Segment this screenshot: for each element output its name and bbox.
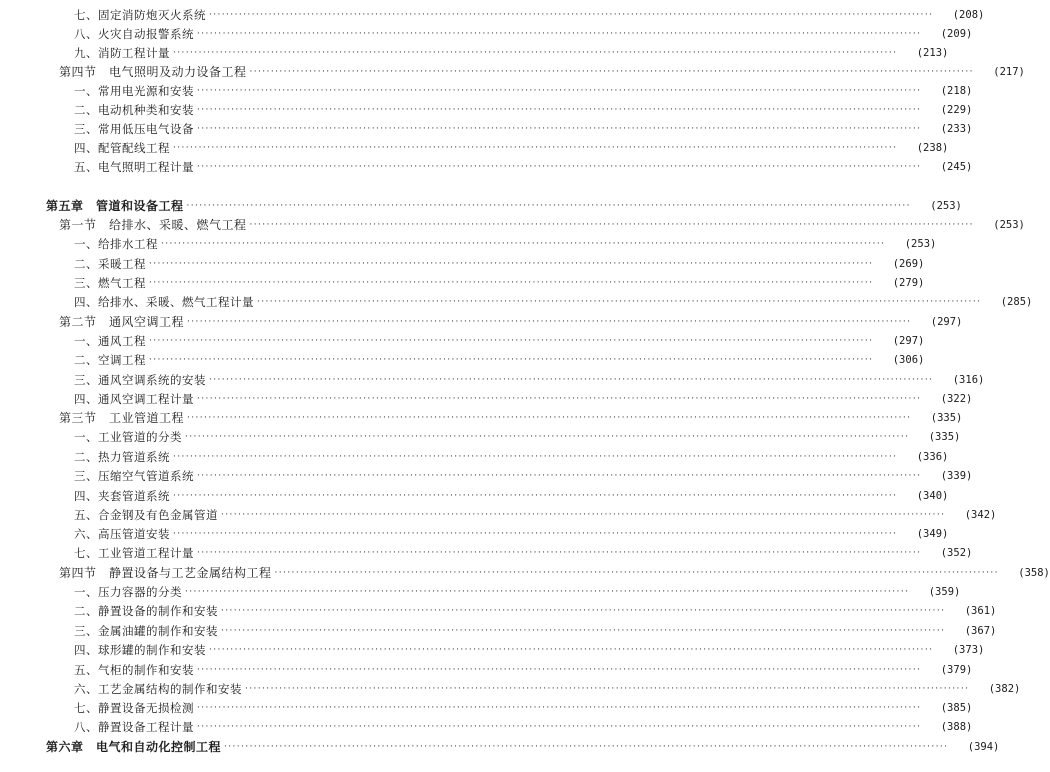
leader-dots [185, 583, 909, 601]
toc-entry-title: 二、空调工程 [74, 353, 146, 367]
toc-entry-title: 六、高压管道安装 [74, 527, 170, 541]
leader-dots [197, 718, 921, 736]
toc-entry [0, 371, 985, 389]
leader-dots [257, 293, 981, 311]
toc-entry [0, 544, 973, 562]
toc-entry [0, 44, 949, 62]
toc-entry [0, 661, 973, 679]
toc-entry-title: 一、给排水工程 [74, 237, 158, 251]
leader-dots [149, 255, 873, 273]
toc-entry-title: 一、压力容器的分类 [74, 585, 182, 599]
leader-dots [197, 390, 921, 408]
toc-chapter [0, 197, 962, 215]
leader-dots [250, 216, 974, 234]
leader-dots [197, 467, 921, 485]
toc-entry [0, 699, 973, 717]
toc-section-page: (335) [930, 412, 963, 424]
toc-entry [0, 583, 961, 601]
toc-entry-title: 四、配管配线工程 [74, 141, 170, 155]
toc-entry-title: 九、消防工程计量 [74, 46, 170, 60]
toc-entry-page: (382) [988, 683, 1021, 695]
toc-entry-title: 三、燃气工程 [74, 276, 146, 290]
toc-entry [0, 622, 997, 640]
leader-dots [209, 6, 933, 24]
leader-dots [149, 332, 873, 350]
leader-dots [221, 602, 945, 620]
leader-dots [161, 235, 885, 253]
toc-entry-title: 四、夹套管道系统 [74, 489, 170, 503]
leader-dots [197, 120, 921, 138]
toc-entry-title: 五、电气照明工程计量 [74, 160, 194, 174]
toc-section-page: (358) [1018, 567, 1050, 579]
toc-entry-title: 七、固定消防炮灭火系统 [74, 8, 206, 22]
leader-dots [173, 139, 897, 157]
toc-entry-title: 七、静置设备无损检测 [74, 701, 194, 715]
toc-entry-title: 四、球形罐的制作和安装 [74, 643, 206, 657]
toc-section-page: (253) [993, 219, 1025, 231]
toc-section [0, 216, 1025, 234]
toc-entry-page: (229) [940, 104, 973, 116]
toc-section [0, 313, 963, 331]
toc-entry-title: 八、火灾自动报警系统 [74, 27, 194, 41]
toc-entry [0, 139, 949, 157]
toc-section-page: (217) [993, 66, 1025, 78]
toc-entry-page: (342) [964, 509, 997, 521]
toc-entry-title: 四、给排水、采暖、燃气工程计量 [74, 295, 254, 309]
toc-entry [0, 718, 973, 736]
toc-entry [0, 101, 973, 119]
toc-chapter-page: (394) [967, 741, 1000, 753]
toc-section [0, 63, 1025, 81]
toc-section [0, 409, 963, 427]
toc-entry-page: (233) [940, 123, 973, 135]
leader-dots [221, 622, 945, 640]
toc-entry-title: 八、静置设备工程计量 [74, 720, 194, 734]
leader-dots [197, 25, 921, 43]
toc-entry-page: (269) [892, 258, 925, 270]
toc-section-page: (297) [930, 316, 963, 328]
toc-entry-title: 五、气柜的制作和安装 [74, 663, 194, 677]
toc-entry-title: 三、压缩空气管道系统 [74, 469, 194, 483]
toc-entry-page: (238) [916, 142, 949, 154]
toc-entry [0, 25, 973, 43]
toc-entry-title: 二、电动机种类和安装 [74, 103, 194, 117]
toc-entry [0, 602, 997, 620]
leader-dots [221, 506, 945, 524]
leader-dots [197, 82, 921, 100]
toc-entry [0, 487, 949, 505]
leader-dots [149, 274, 873, 292]
toc-entry-title: 三、金属油罐的制作和安装 [74, 624, 218, 638]
toc-entry [0, 332, 925, 350]
toc-chapter-title: 第六章 电气和自动化控制工程 [46, 740, 222, 754]
toc-entry [0, 293, 1033, 311]
toc-section [0, 564, 1050, 582]
leader-dots [275, 564, 999, 582]
toc-entry-title: 三、常用低压电气设备 [74, 122, 194, 136]
toc-section-title: 第四节 静置设备与工艺金属结构工程 [59, 566, 272, 580]
toc-entry-page: (209) [940, 28, 973, 40]
leader-dots [187, 313, 911, 331]
leader-dots [173, 44, 897, 62]
toc-chapter-title: 第五章 管道和设备工程 [46, 199, 184, 213]
toc-entry [0, 255, 925, 273]
leader-dots [187, 409, 911, 427]
toc-chapter-page: (253) [930, 200, 962, 212]
toc-entry [0, 390, 973, 408]
toc-entry-page: (245) [940, 161, 973, 173]
toc-entry [0, 235, 937, 253]
toc-entry [0, 680, 1021, 698]
leader-dots [173, 525, 897, 543]
toc-entry-title: 一、常用电光源和安装 [74, 84, 194, 98]
toc-entry [0, 274, 925, 292]
toc-entry [0, 158, 973, 176]
leader-dots [197, 699, 921, 717]
leader-dots [173, 448, 897, 466]
toc-entry-page: (218) [940, 85, 973, 97]
toc-entry [0, 506, 997, 524]
toc-entry-page: (285) [1000, 296, 1033, 308]
toc-section-title: 第三节 工业管道工程 [59, 411, 185, 425]
toc-entry-title: 一、工业管道的分类 [74, 430, 182, 444]
toc-section-title: 第二节 通风空调工程 [59, 315, 185, 329]
toc-entry-page: (339) [940, 470, 973, 482]
toc-entry-page: (359) [928, 586, 961, 598]
leader-dots [245, 680, 969, 698]
toc-entry-title: 二、热力管道系统 [74, 450, 170, 464]
toc-entry-page: (322) [940, 393, 973, 405]
toc-entry-page: (352) [940, 547, 973, 559]
toc-entry-page: (361) [964, 605, 997, 617]
toc-chapter [0, 738, 1000, 756]
leader-dots [250, 63, 974, 81]
toc-entry [0, 6, 985, 24]
toc-entry [0, 448, 949, 466]
toc-entry-page: (316) [952, 374, 985, 386]
toc-entry-page: (379) [940, 664, 973, 676]
toc-entry [0, 428, 961, 446]
toc-entry-page: (279) [892, 277, 925, 289]
toc-entry-page: (253) [904, 238, 937, 250]
toc-entry-title: 一、通风工程 [74, 334, 146, 348]
toc-entry [0, 641, 985, 659]
leader-dots [224, 738, 948, 756]
toc-entry-title: 六、工艺金属结构的制作和安装 [74, 682, 242, 696]
leader-dots [185, 428, 909, 446]
toc-entry-page: (385) [940, 702, 973, 714]
toc-entry-title: 二、静置设备的制作和安装 [74, 604, 218, 618]
toc-entry-page: (340) [916, 490, 949, 502]
toc-entry-title: 二、采暖工程 [74, 257, 146, 271]
toc-entry-title: 五、合金钢及有色金属管道 [74, 508, 218, 522]
toc-entry-title: 四、通风空调工程计量 [74, 392, 194, 406]
leader-dots [173, 487, 897, 505]
toc-entry-title: 七、工业管道工程计量 [74, 546, 194, 560]
toc-entry-page: (208) [952, 9, 985, 21]
toc-section-title: 第四节 电气照明及动力设备工程 [59, 65, 247, 79]
toc-entry [0, 82, 973, 100]
toc-entry-page: (336) [916, 451, 949, 463]
toc-entry [0, 467, 973, 485]
leader-dots [209, 641, 933, 659]
toc-entry-title: 三、通风空调系统的安装 [74, 373, 206, 387]
toc-entry-page: (349) [916, 528, 949, 540]
leader-dots [197, 661, 921, 679]
toc-entry [0, 120, 973, 138]
leader-dots [149, 351, 873, 369]
toc-entry-page: (213) [916, 47, 949, 59]
toc-entry-page: (373) [952, 644, 985, 656]
leader-dots [187, 197, 911, 215]
toc-entry-page: (335) [928, 431, 961, 443]
toc-entry-page: (388) [940, 721, 973, 733]
leader-dots [209, 371, 933, 389]
toc-entry [0, 351, 925, 369]
leader-dots [197, 158, 921, 176]
toc-entry-page: (306) [892, 354, 925, 366]
toc-entry-page: (367) [964, 625, 997, 637]
toc-section-title: 第一节 给排水、采暖、燃气工程 [59, 218, 247, 232]
leader-dots [197, 544, 921, 562]
leader-dots [197, 101, 921, 119]
toc-entry-page: (297) [892, 335, 925, 347]
toc-entry [0, 525, 949, 543]
